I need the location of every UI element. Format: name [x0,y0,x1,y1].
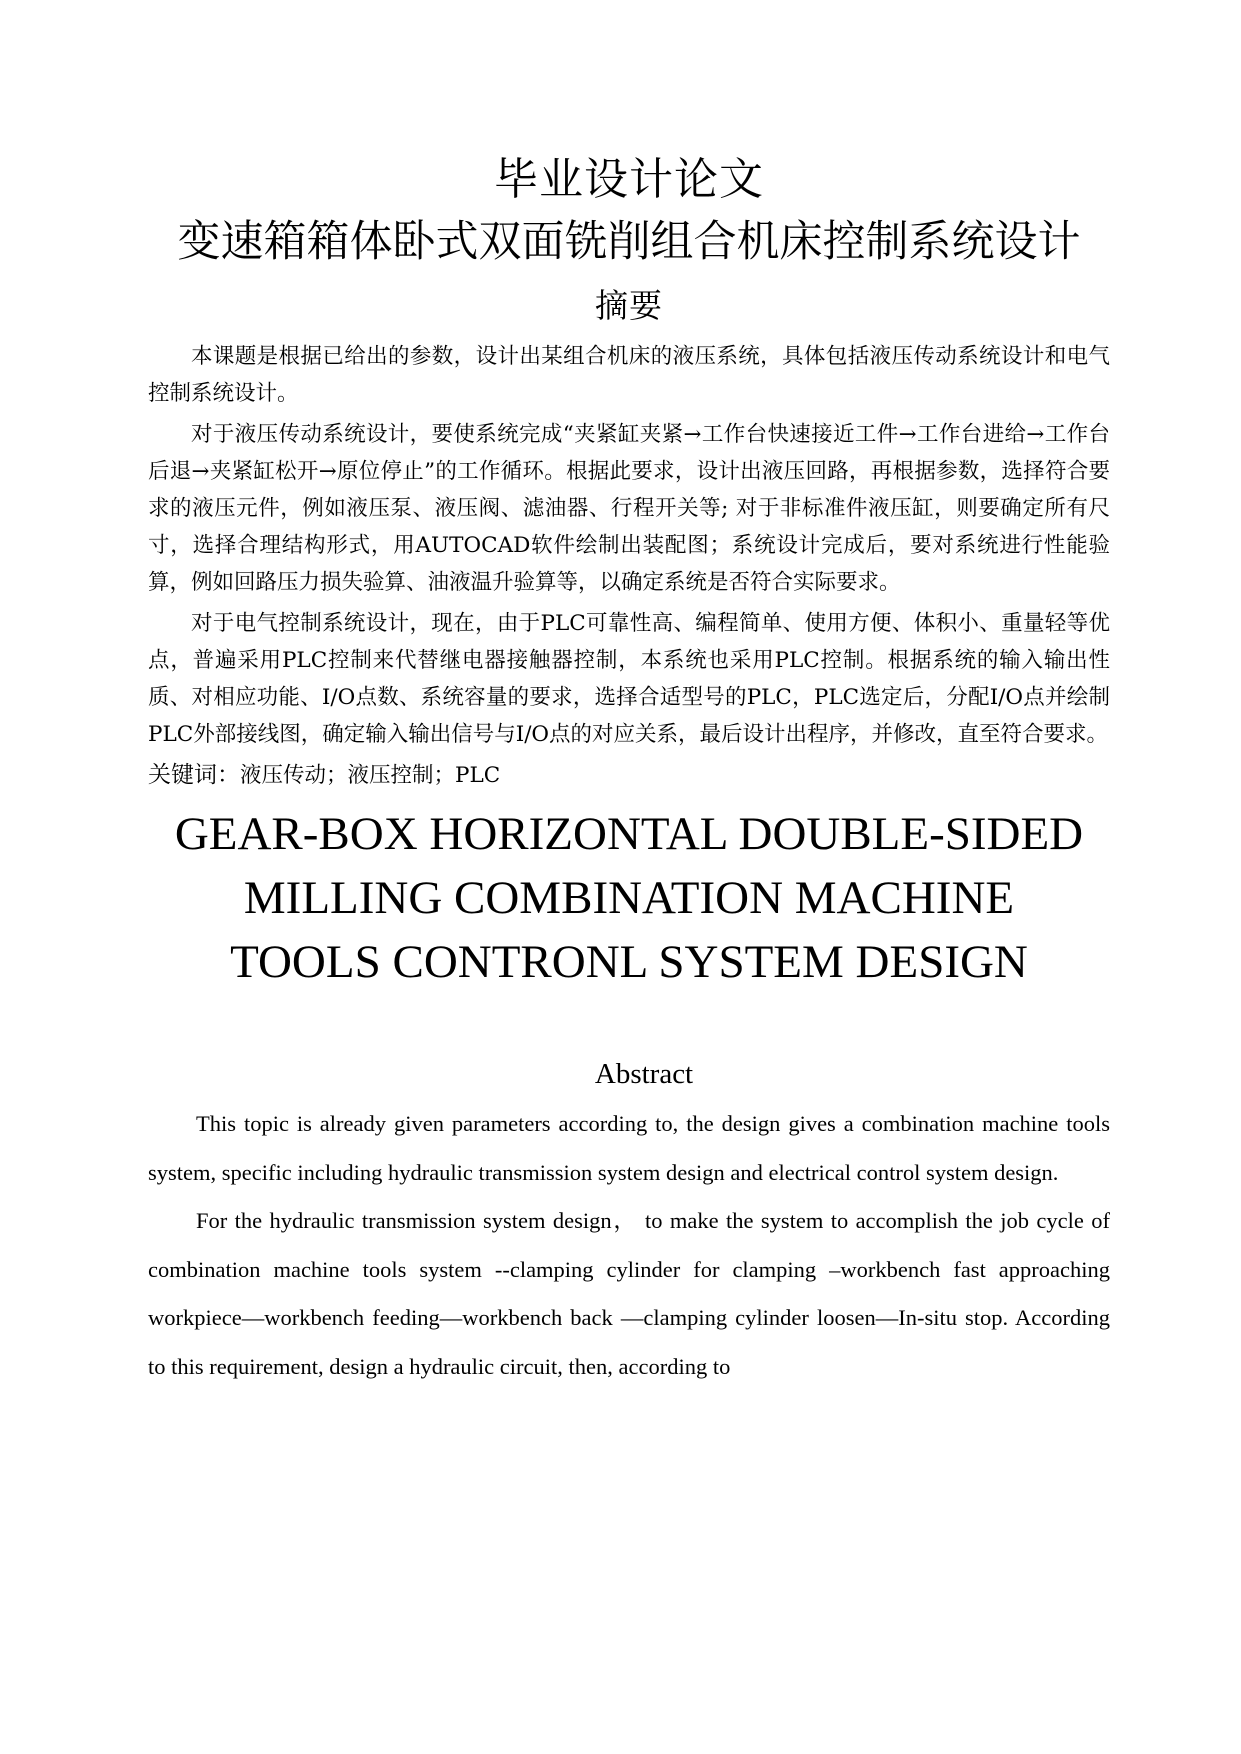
document-page [148,150,1110,1391]
keywords-value: 液压传动；液压控制；PLC [240,763,501,788]
thesis-type-title: 毕业设计论文 [494,154,764,205]
english-abstract-heading: Abstract [594,1058,694,1090]
chinese-keywords [148,755,1110,796]
english-abstract-body [148,1100,1110,1391]
english-abstract-paragraph-2: For the hydraulic transmission system design， to make the system to accomplish the job cycle of combination machine tools system --clamping cylinder for clamping –workbench fast approaching workpiece—workbench feeding—workbench back —clamping cylinder loosen—In-situ stop. According to this requirement, design a hydraulic circuit, then, according to [148,1208,1110,1379]
chinese-abstract-paragraph-2: 对于液压传动系统设计，要使系统完成“夹紧缸夹紧→工作台快速接近工件→工作台进给→工作台后退→夹紧缸松开→原位停止”的工作循环。根据此要求，设计出液压回路，再根据参数，选择符合要求的液压元件，例如液压泵、液压阀、滤油器、行程开关等; 对于非标准件液压缸，则要确定所有尺寸，选择合理结构形式，用AUTOCAD软件绘制出装配图；系统设计完成后，要对系统进行性能验算，例如回路压力损失验算、油液温升验算等，以确定系统是否符合实际要求。 [148,422,1110,595]
english-title-line-1: GEAR-BOX HORIZONTAL DOUBLE-SIDED [174,808,1084,860]
chinese-thesis-title: 变速箱箱体卧式双面铣削组合机床控制系统设计 [177,217,1081,267]
chinese-abstract-paragraph-1: 本课题是根据已给出的参数，设计出某组合机床的液压系统，具体包括液压传动系统设计和电气控制系统设计。 [148,344,1110,406]
english-thesis-title [148,802,1110,994]
chinese-abstract-heading: 摘要 [595,286,663,325]
chinese-abstract-body [148,338,1110,753]
chinese-abstract-paragraph-3: 对于电气控制系统设计，现在，由于PLC可靠性高、编程简单、使用方便、体积小、重量轻等优点，普遍采用PLC控制来代替继电器接触器控制，本系统也采用PLC控制。根据系统的输入输出性质、对相应功能、I/O点数、系统容量的要求，选择合适型号的PLC，PLC选定后，分配I/O点并绘制PLC外部接线图，确定输入输出信号与I/O点的对应关系，最后设计出程序，并修改，直至符合要求。 [148,611,1110,747]
english-title-line-3: TOOLS CONTRONL SYSTEM DESIGN [230,936,1028,988]
english-title-line-2: MILLING COMBINATION MACHINE [243,872,1015,924]
keywords-label: 关键词： [148,762,240,788]
english-abstract-paragraph-1: This topic is already given parameters according to, the design gives a combination machine tools system, specific including hydraulic transmission system design and electrical control system design. [148,1111,1110,1185]
